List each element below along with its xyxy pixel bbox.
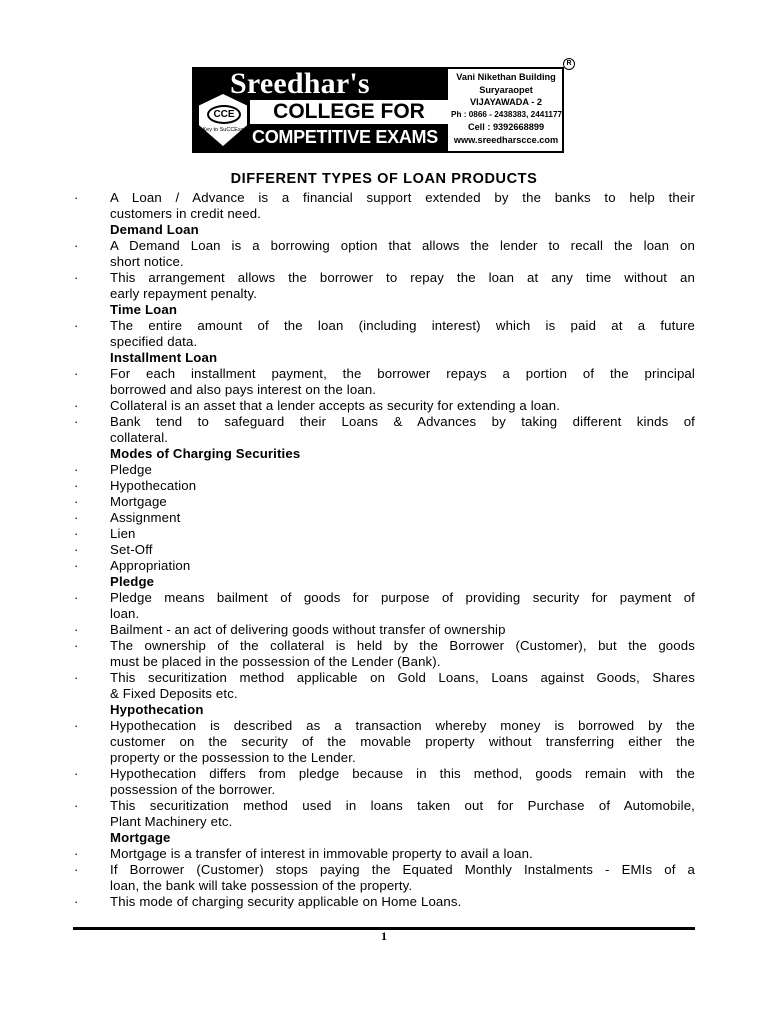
- bullet-icon: ·: [74, 622, 79, 637]
- address-block: [451, 71, 561, 147]
- bullet-item: [0, 494, 768, 510]
- bullet-item: [0, 462, 768, 478]
- continuation-line: [0, 878, 768, 894]
- continuation-line: [0, 782, 768, 798]
- bullet-item: [0, 638, 768, 654]
- section-heading-line: [0, 702, 768, 718]
- bullet-item: [0, 862, 768, 878]
- letterhead-logo: [192, 67, 564, 153]
- line-text: The entire amount of the loan (including interest) which is paid at a future: [110, 318, 695, 333]
- bullet-icon: ·: [74, 494, 79, 509]
- bullet-item: [0, 590, 768, 606]
- line-text: Hypothecation differs from pledge because in this method, goods remain with the: [110, 766, 695, 781]
- continuation-line: [0, 334, 768, 350]
- bullet-icon: ·: [74, 558, 79, 573]
- bullet-icon: ·: [74, 510, 79, 525]
- address-line: VIJAYAWADA - 2: [470, 97, 542, 108]
- line-text: This arrangement allows the borrower to repay the loan at any time without an: [110, 270, 695, 285]
- bullet-item: [0, 510, 768, 526]
- line-text: For each installment payment, the borrower repays a portion of the principal: [110, 366, 695, 381]
- continuation-line: [0, 254, 768, 270]
- bullet-icon: ·: [74, 862, 79, 877]
- emblem-text: CCE: [207, 105, 241, 124]
- line-text: Assignment: [110, 510, 181, 525]
- bullet-icon: ·: [74, 894, 79, 909]
- bullet-item: [0, 622, 768, 638]
- registered-mark-icon: R: [563, 58, 575, 70]
- continuation-line: [0, 654, 768, 670]
- bullet-item: [0, 190, 768, 206]
- page-number: 1: [381, 929, 387, 943]
- bullet-item: [0, 270, 768, 286]
- bullet-item: [0, 846, 768, 862]
- bullet-icon: ·: [74, 398, 79, 413]
- line-text: property or the possession to the Lender.: [110, 750, 356, 765]
- bullet-item: [0, 414, 768, 430]
- continuation-line: [0, 814, 768, 830]
- address-line: Cell : 9392668899: [467, 122, 545, 133]
- bullet-icon: ·: [74, 590, 79, 605]
- college-line: COLLEGE FOR: [250, 100, 448, 124]
- section-heading-line: [0, 222, 768, 238]
- bullet-icon: ·: [74, 542, 79, 557]
- bullet-icon: ·: [74, 318, 79, 333]
- line-text: specified data.: [110, 334, 198, 349]
- section-heading: Demand Loan: [110, 222, 199, 237]
- line-text: Hypothecation: [110, 478, 197, 493]
- section-heading-line: [0, 446, 768, 462]
- line-text: Collateral is an asset that a lender accepts as security for extending a loan.: [110, 398, 561, 413]
- section-heading: Time Loan: [110, 302, 178, 317]
- line-text: possession of the borrower.: [110, 782, 276, 797]
- bullet-item: [0, 366, 768, 382]
- continuation-line: [0, 430, 768, 446]
- bullet-icon: ·: [74, 366, 79, 381]
- section-heading-line: [0, 350, 768, 366]
- line-text: The ownership of the collateral is held by the Borrower (Customer), but the goods: [110, 638, 695, 653]
- line-text: This securitization method used in loans taken out for Purchase of Automobile,: [110, 798, 695, 813]
- line-text: Mortgage: [110, 494, 167, 509]
- section-heading-line: [0, 830, 768, 846]
- bullet-item: [0, 558, 768, 574]
- line-text: Set-Off: [110, 542, 153, 557]
- address-line: Suryaraopet: [479, 84, 533, 95]
- section-heading: Mortgage: [110, 830, 171, 845]
- address-line: www.sreedharscce.com: [453, 134, 559, 145]
- bullet-icon: ·: [74, 670, 79, 685]
- section-heading-line: [0, 574, 768, 590]
- bullet-icon: ·: [74, 846, 79, 861]
- line-text: A Loan / Advance is a financial support extended by the banks to help their: [110, 190, 695, 205]
- continuation-line: [0, 286, 768, 302]
- bullet-item: [0, 526, 768, 542]
- bullet-item: [0, 398, 768, 414]
- line-text: customers in credit need.: [110, 206, 262, 221]
- continuation-line: [0, 750, 768, 766]
- line-text: Appropriation: [110, 558, 191, 573]
- bullet-icon: ·: [74, 766, 79, 781]
- bullet-item: [0, 542, 768, 558]
- line-text: Hypothecation is described as a transaction whereby money is borrowed by the: [110, 718, 695, 733]
- bullet-icon: ·: [74, 270, 79, 285]
- bullet-item: [0, 766, 768, 782]
- continuation-line: [0, 686, 768, 702]
- bullet-icon: ·: [74, 638, 79, 653]
- line-text: This securitization method applicable on Gold Loans, Loans against Goods, Shares: [110, 670, 695, 685]
- bullet-icon: ·: [74, 718, 79, 733]
- line-text: short notice.: [110, 254, 184, 269]
- line-text: Mortgage is a transfer of interest in immovable property to avail a loan.: [110, 846, 533, 861]
- bullet-item: [0, 478, 768, 494]
- line-text: This mode of charging security applicable on Home Loans.: [110, 894, 462, 909]
- bullet-item: [0, 798, 768, 814]
- line-text: & Fixed Deposits etc.: [110, 686, 238, 701]
- bullet-icon: ·: [74, 462, 79, 477]
- brand-name: Sreedhar's: [230, 67, 370, 100]
- section-heading: Modes of Charging Securities: [110, 446, 301, 461]
- line-text: Pledge means bailment of goods for purpose of providing security for payment of: [110, 590, 695, 605]
- bullet-icon: ·: [74, 478, 79, 493]
- bullet-icon: ·: [74, 526, 79, 541]
- section-heading-line: [0, 302, 768, 318]
- continuation-line: [0, 206, 768, 222]
- bullet-item: [0, 238, 768, 254]
- line-text: Pledge: [110, 462, 152, 477]
- bullet-icon: ·: [74, 414, 79, 429]
- line-text: Bailment - an act of delivering goods without transfer of ownership: [110, 622, 506, 637]
- line-text: Lien: [110, 526, 136, 541]
- bullet-item: [0, 718, 768, 734]
- line-text: customer on the security of the movable property without transferring either the: [110, 734, 695, 749]
- section-heading: Hypothecation: [110, 702, 204, 717]
- continuation-line: [0, 606, 768, 622]
- bullet-item: [0, 670, 768, 686]
- line-text: must be placed in the possession of the Lender (Bank).: [110, 654, 441, 669]
- line-text: loan, the bank will take possession of the property.: [110, 878, 413, 893]
- address-line: Ph : 0866 - 2438383, 2441177: [451, 109, 563, 119]
- continuation-line: [0, 734, 768, 750]
- logo-black-panel: [194, 69, 448, 151]
- line-text: Plant Machinery etc.: [110, 814, 233, 829]
- line-text: Bank tend to safeguard their Loans & Advances by taking different kinds of: [110, 414, 695, 429]
- section-heading: Installment Loan: [110, 350, 218, 365]
- line-text: loan.: [110, 606, 140, 621]
- line-text: early repayment penalty.: [110, 286, 258, 301]
- bullet-icon: ·: [74, 190, 79, 205]
- line-text: collateral.: [110, 430, 169, 445]
- bullet-icon: ·: [74, 798, 79, 813]
- continuation-line: [0, 382, 768, 398]
- document-body: [0, 190, 768, 910]
- line-text: A Demand Loan is a borrowing option that allows the lender to recall the loan on: [110, 238, 695, 253]
- competitive-exams-line: COMPETITIVE EXAMS: [252, 127, 438, 147]
- bullet-item: [0, 894, 768, 910]
- line-text: If Borrower (Customer) stops paying the Equated Monthly Instalments - EMIs of a: [110, 862, 695, 877]
- bullet-icon: ·: [74, 238, 79, 253]
- section-heading: Pledge: [110, 574, 155, 589]
- document-title: DIFFERENT TYPES OF LOAN PRODUCTS: [230, 171, 538, 187]
- emblem-tagline: Key to SuCCEss: [202, 127, 244, 133]
- address-line: Vani Nikethan Building: [456, 72, 556, 82]
- bullet-item: [0, 318, 768, 334]
- line-text: borrowed and also pays interest on the loan.: [110, 382, 377, 397]
